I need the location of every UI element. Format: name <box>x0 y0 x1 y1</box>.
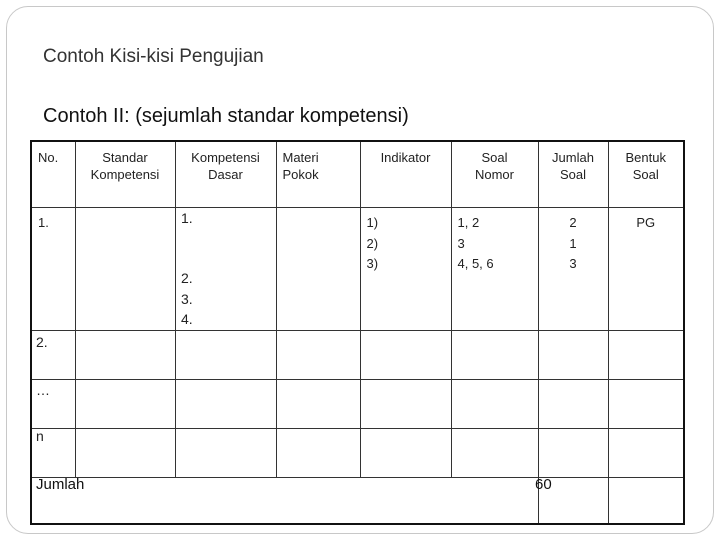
cell-materi-pokok <box>276 208 360 331</box>
row-number: 2. <box>36 334 48 350</box>
header-no: No. <box>31 141 75 208</box>
total-row <box>31 478 684 525</box>
table-row <box>31 208 684 331</box>
table-row <box>31 429 684 478</box>
cell-jumlah-soal: 2 1 3 <box>538 208 608 331</box>
header-bentuk-soal: Bentuk Soal <box>608 141 684 208</box>
slide-title: Contoh Kisi-kisi Pengujian <box>43 46 264 67</box>
kisi-kisi-table <box>30 140 685 525</box>
jumlah-total: 60 <box>535 476 552 493</box>
table-row <box>31 331 684 380</box>
jumlah-label: Jumlah <box>36 476 85 493</box>
header-indikator: Indikator <box>360 141 451 208</box>
kd-item: 1. <box>181 210 193 226</box>
header-soal-nomor: Soal Nomor <box>451 141 538 208</box>
header-row <box>31 141 684 208</box>
cell-bentuk-soal: PG <box>608 208 684 331</box>
total-label-cell <box>31 478 538 525</box>
header-jumlah-soal: Jumlah Soal <box>538 141 608 208</box>
cell-indikator: 1) 2) 3) <box>360 208 451 331</box>
cell-standar-kompetensi <box>75 208 175 331</box>
kd-item: 3. <box>181 290 193 307</box>
row-number: … <box>36 382 50 398</box>
kd-items <box>181 268 193 330</box>
kd-item: 2. <box>181 270 193 286</box>
table-row <box>31 380 684 429</box>
row-number: n <box>36 428 44 444</box>
header-materi-pokok: Materi Pokok <box>276 141 360 208</box>
cell-no: 1. <box>31 208 75 331</box>
slide-subtitle: Contoh II: (sejumlah standar kompetensi) <box>43 105 409 127</box>
kd-item: 4. <box>181 311 193 327</box>
header-standar-kompetensi: Standar Kompetensi <box>75 141 175 208</box>
header-kompetensi-dasar: Kompetensi Dasar <box>175 141 276 208</box>
cell-soal-nomor: 1, 2 3 4, 5, 6 <box>451 208 538 331</box>
